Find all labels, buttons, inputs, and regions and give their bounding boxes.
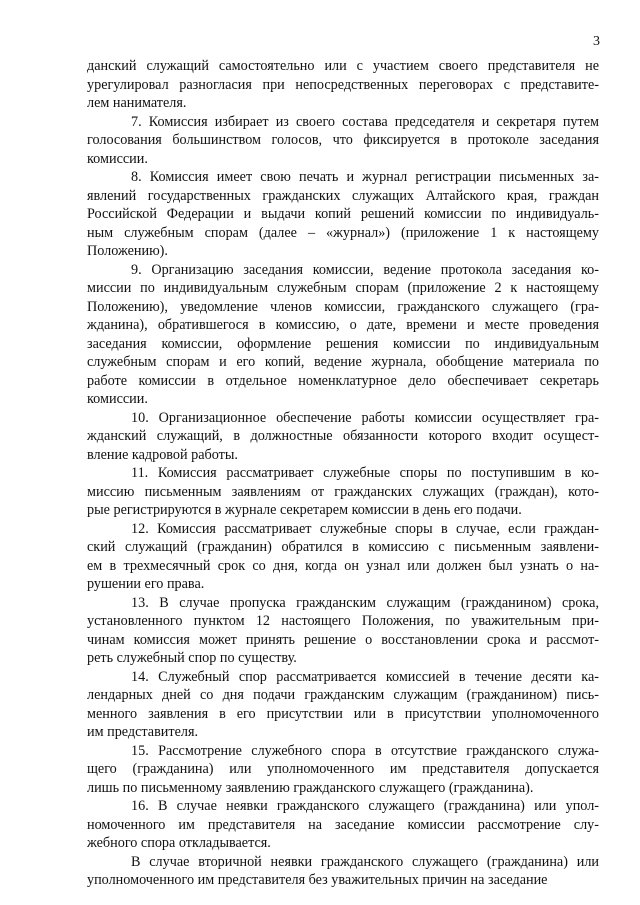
text-line: номоченного им представителя на заседание комиссии рассмотрение слу- [87,816,599,833]
document-body [87,57,599,890]
text-line: 13. В случае пропуска гражданским служащим (гражданином) срока, [131,594,599,611]
text-line: 7. Комиссия избирает из своего состава председателя и секретаря путем [131,113,599,130]
paragraph [87,594,599,668]
text-line: служебным спорам и его копий, ведение журнала, обобщение материала по [87,354,599,370]
text-line: им представителя. [87,724,199,740]
text-line: явлений государственных гражданских служащих Алтайского края, граждан [87,187,599,204]
text-line: данский служащий самостоятельно или с участием своего представителя не [87,58,599,74]
text-line: ский служащий (гражданин) обратился в комиссию с письменным заявлени- [87,539,599,555]
text-line: жебного спора откладывается. [87,835,271,851]
paragraph [87,409,599,465]
paragraph [87,797,599,853]
text-line: 10. Организационное обеспечение работы комиссии осуществляет гра- [131,409,599,426]
text-line: 12. Комиссия рассматривает служебные споры в случае, если граждан- [131,520,599,537]
paragraph [87,464,599,520]
paragraph [87,520,599,594]
text-line: заседания комиссии, оформление решения комиссии по индивидуальным [87,335,599,352]
text-line: 16. В случае неявки гражданского служащего (гражданина) или упол- [131,798,599,814]
paragraph [87,168,599,261]
text-line: 8. Комиссия имеет свою печать и журнал регистрации письменных за- [131,169,599,185]
paragraph [87,668,599,742]
text-line: жданский служащий, в должностные обязанности которого входит осущест- [87,428,599,444]
text-line: Положению), уведомление членов комиссии, гражданского служащего (гра- [87,298,599,315]
text-line: Российской Федерации и выдачи копий решений комиссии по индивидуаль- [87,206,599,222]
text-line: комиссии. [87,391,148,407]
text-line: комиссии. [87,150,148,167]
text-line: чинам комиссия может принять решение о восстановлении срока и рассмот- [87,631,599,648]
text-line: рые регистрируются в журнале секретарем комиссии в день его подачи. [87,502,522,518]
paragraph [87,742,599,798]
text-line: 9. Организацию заседания комиссии, ведение протокола заседания ко- [131,261,599,278]
text-line: урегулировал разногласия при непосредственных переговорах с представите- [87,76,599,93]
text-line: вление кадровой работы. [87,446,238,463]
text-line: В случае вторичной неявки гражданского служащего (гражданина) или [131,853,599,870]
text-line: лем нанимателя. [87,95,187,111]
text-line: 14. Служебный спор рассматривается комиссией в течение десяти ка- [131,668,599,685]
text-line: ным служебным спорам (далее – «журнал») (приложение 1 к настоящему [87,224,599,241]
text-line: реть служебный спор по существу. [87,650,297,666]
text-line: 15. Рассмотрение служебного спора в отсутствие гражданского служа- [131,742,599,759]
text-line: менного заявления в его присутствии или в присутствии уполномоченного [87,705,599,722]
text-line: миссии по индивидуальным служебным спорам (приложение 2 к настоящему [87,280,599,296]
text-line: уполномоченного им представителя без уважительных причин на заседание [87,872,548,888]
text-line: жданина), обратившегося в комиссию, о дате, времени и месте проведения [87,317,599,333]
text-line: работе комиссии в отдельное номенклатурное дело обеспечивает секретарь [87,372,599,389]
text-line: миссию письменным заявлениям от гражданских служащих (граждан), кото- [87,483,599,500]
text-line: 11. Комиссия рассматривает служебные споры по поступившим в ко- [131,465,599,481]
text-line: ем в трехмесячный срок со дня, когда он узнал или должен был узнать о на- [87,557,599,574]
text-line: голосования большинством голосов, что фиксируется в протоколе заседания [87,132,599,148]
paragraph [87,113,599,169]
paragraph [87,261,599,409]
text-line: рушении его права. [87,576,205,592]
paragraph [87,853,599,890]
text-line: лендарных дней со дня подачи гражданским служащим (гражданином) пись- [87,687,599,703]
text-line: лишь по письменному заявлению гражданского служащего (гражданина). [87,779,534,796]
text-line: установленного пунктом 12 настоящего Положения, по уважительным при- [87,613,599,629]
page-number: 3 [593,34,600,49]
text-line: Положению). [87,243,168,259]
text-line: щего (гражданина) или уполномоченного им представителя допускается [87,761,599,777]
continued-paragraph [87,57,599,113]
